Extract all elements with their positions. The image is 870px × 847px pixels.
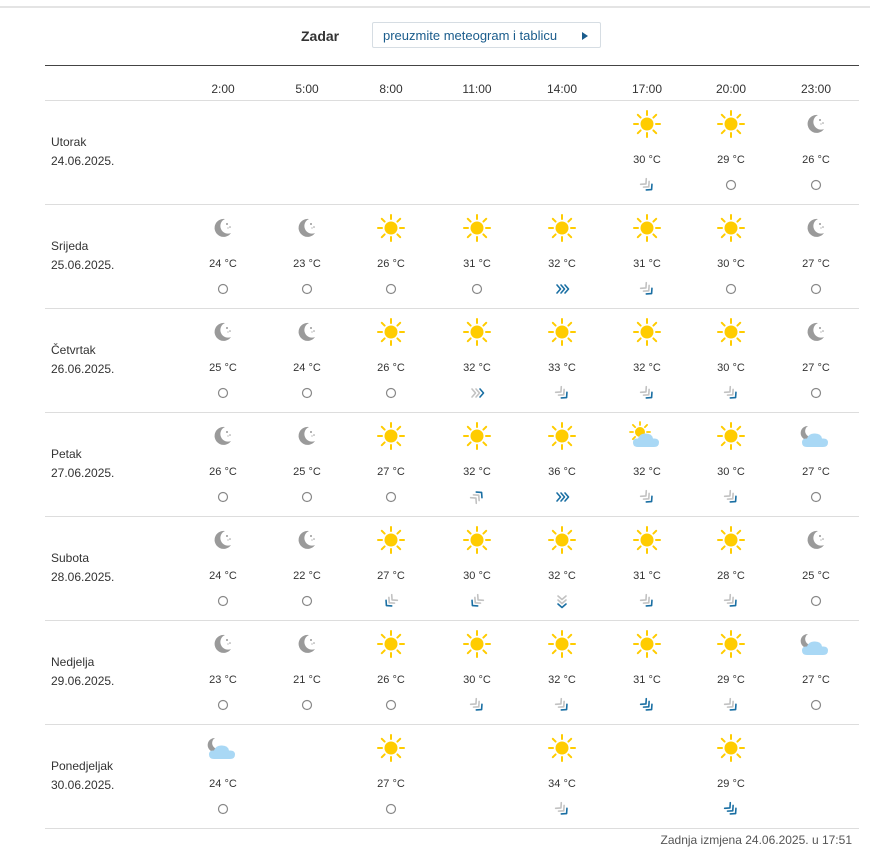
- forecast-cell: [527, 725, 597, 828]
- forecast-cell: [696, 101, 766, 204]
- wind-direction-icon: [722, 592, 740, 610]
- temperature: 29 °C: [717, 154, 745, 166]
- hour-header: 11:00: [462, 82, 492, 96]
- wind-direction-icon: [468, 592, 486, 610]
- temperature: 26 °C: [802, 154, 830, 166]
- wind-direction-icon: [638, 384, 656, 402]
- forecast-cell: [188, 413, 258, 516]
- forecast-cell: [696, 205, 766, 308]
- moon-icon: [208, 213, 238, 243]
- temperature: 30 °C: [717, 466, 745, 478]
- calm-wind-icon: [298, 696, 316, 714]
- forecast-cell: [696, 413, 766, 516]
- temperature: 27 °C: [802, 362, 830, 374]
- moon-icon: [801, 109, 831, 139]
- forecast-cell: [527, 309, 597, 412]
- forecast-cell: [442, 309, 512, 412]
- temperature: 25 °C: [209, 362, 237, 374]
- download-meteogram-button[interactable]: [372, 22, 601, 48]
- forecast-cell: [356, 413, 426, 516]
- forecast-cell: [612, 413, 682, 516]
- day-name: Nedjelja: [51, 655, 95, 669]
- forecast-cell: [272, 413, 342, 516]
- moon-icon: [292, 629, 322, 659]
- wind-direction-icon: [722, 384, 740, 402]
- moon-icon: [801, 525, 831, 555]
- temperature: 31 °C: [463, 258, 491, 270]
- temperature: 27 °C: [802, 258, 830, 270]
- forecast-cell: [781, 413, 851, 516]
- moon-icon: [208, 317, 238, 347]
- wind-direction-icon: [553, 696, 571, 714]
- forecast-cell: [188, 517, 258, 620]
- top-divider: [0, 6, 870, 8]
- city-name: Zadar: [301, 28, 340, 44]
- forecast-cell: [781, 309, 851, 412]
- day-label: [51, 757, 114, 795]
- hour-header: 5:00: [295, 82, 319, 96]
- sun-icon: [376, 525, 406, 555]
- wind-direction-icon: [722, 696, 740, 714]
- sun-icon: [376, 629, 406, 659]
- forecast-cell: [188, 309, 258, 412]
- calm-wind-icon: [807, 488, 825, 506]
- wind-direction-icon: [468, 488, 486, 506]
- forecast-cell: [272, 621, 342, 724]
- day-row: [45, 101, 859, 205]
- temperature: 28 °C: [717, 570, 745, 582]
- wind-direction-icon: [722, 488, 740, 506]
- wind-direction-icon: [468, 696, 486, 714]
- temperature: 26 °C: [377, 362, 405, 374]
- temperature: 27 °C: [377, 778, 405, 790]
- temperature: 31 °C: [633, 570, 661, 582]
- temperature: 36 °C: [548, 466, 576, 478]
- day-date: 27.06.2025.: [51, 466, 115, 480]
- forecast-cell: [612, 517, 682, 620]
- forecast-table: [45, 65, 859, 829]
- last-updated: Zadnja izmjena 24.06.2025. u 17:51: [660, 833, 852, 847]
- temperature: 31 °C: [633, 258, 661, 270]
- moon-icon: [208, 629, 238, 659]
- wind-direction-icon: [553, 280, 571, 298]
- sun-icon: [376, 733, 406, 763]
- temperature: 24 °C: [293, 362, 321, 374]
- temperature: 32 °C: [633, 466, 661, 478]
- sun-icon: [716, 317, 746, 347]
- temperature: 27 °C: [802, 466, 830, 478]
- wind-direction-icon: [638, 488, 656, 506]
- wind-direction-icon: [722, 800, 740, 818]
- sun-icon: [632, 525, 662, 555]
- play-arrow-icon: [582, 32, 588, 40]
- calm-wind-icon: [298, 488, 316, 506]
- temperature: 23 °C: [293, 258, 321, 270]
- day-label: [51, 237, 114, 275]
- day-row: [45, 413, 859, 517]
- hour-header: 17:00: [631, 82, 663, 96]
- temperature: 32 °C: [633, 362, 661, 374]
- temperature: 30 °C: [717, 362, 745, 374]
- wind-direction-icon: [638, 696, 656, 714]
- hour-header: 8:00: [379, 82, 403, 96]
- temperature: 27 °C: [377, 466, 405, 478]
- forecast-cell: [781, 621, 851, 724]
- day-row: [45, 309, 859, 413]
- calm-wind-icon: [722, 280, 740, 298]
- calm-wind-icon: [382, 488, 400, 506]
- forecast-header: [0, 22, 870, 50]
- forecast-cell: [188, 205, 258, 308]
- sun-icon: [376, 213, 406, 243]
- day-row: [45, 205, 859, 309]
- calm-wind-icon: [382, 800, 400, 818]
- sun-icon: [632, 317, 662, 347]
- sun-icon: [376, 421, 406, 451]
- moon-icon: [292, 421, 322, 451]
- sun-icon: [462, 213, 492, 243]
- moon-icon: [208, 525, 238, 555]
- day-date: 24.06.2025.: [51, 154, 115, 168]
- forecast-cell: [356, 621, 426, 724]
- forecast-cell: [272, 205, 342, 308]
- day-date: 30.06.2025.: [51, 778, 115, 792]
- calm-wind-icon: [382, 696, 400, 714]
- sun-icon: [716, 629, 746, 659]
- hour-header: 20:00: [715, 82, 747, 96]
- hour-header: 14:00: [546, 82, 578, 96]
- day-label: [51, 653, 114, 691]
- sun-icon: [547, 525, 577, 555]
- forecast-cell: [356, 309, 426, 412]
- temperature: 27 °C: [377, 570, 405, 582]
- moon-icon: [292, 317, 322, 347]
- temperature: 31 °C: [633, 674, 661, 686]
- calm-wind-icon: [214, 592, 232, 610]
- calm-wind-icon: [807, 176, 825, 194]
- sun-icon: [462, 629, 492, 659]
- forecast-cell: [612, 101, 682, 204]
- day-row: [45, 517, 859, 621]
- forecast-cell: [696, 309, 766, 412]
- day-name: Utorak: [51, 135, 87, 149]
- forecast-cell: [527, 413, 597, 516]
- sun-icon: [547, 629, 577, 659]
- calm-wind-icon: [807, 384, 825, 402]
- hours-header-row: [45, 65, 859, 101]
- temperature: 29 °C: [717, 674, 745, 686]
- day-name: Četvrtak: [51, 343, 96, 357]
- day-date: 25.06.2025.: [51, 258, 115, 272]
- calm-wind-icon: [382, 280, 400, 298]
- sun-icon: [462, 317, 492, 347]
- day-date: 29.06.2025.: [51, 674, 115, 688]
- calm-wind-icon: [807, 696, 825, 714]
- moon-icon: [292, 525, 322, 555]
- forecast-cell: [442, 413, 512, 516]
- temperature: 27 °C: [802, 674, 830, 686]
- hour-header: 2:00: [211, 82, 235, 96]
- forecast-body: [45, 101, 859, 829]
- forecast-cell: [612, 205, 682, 308]
- sun-icon: [547, 421, 577, 451]
- temperature: 32 °C: [548, 570, 576, 582]
- calm-wind-icon: [722, 176, 740, 194]
- sun-icon: [547, 317, 577, 347]
- day-date: 28.06.2025.: [51, 570, 115, 584]
- sun-icon: [716, 109, 746, 139]
- forecast-cell: [527, 621, 597, 724]
- sun-icon: [376, 317, 406, 347]
- temperature: 26 °C: [377, 258, 405, 270]
- sun-cloud-icon: [629, 421, 659, 451]
- temperature: 30 °C: [463, 570, 491, 582]
- forecast-cell: [527, 205, 597, 308]
- moon-cloud-icon: [798, 629, 828, 659]
- calm-wind-icon: [807, 280, 825, 298]
- forecast-cell: [696, 517, 766, 620]
- download-meteogram-label: preuzmite meteogram i tablicu: [383, 28, 558, 43]
- forecast-cell: [612, 309, 682, 412]
- sun-icon: [547, 213, 577, 243]
- day-name: Petak: [51, 447, 82, 461]
- temperature: 32 °C: [548, 258, 576, 270]
- temperature: 29 °C: [717, 778, 745, 790]
- moon-cloud-icon: [798, 421, 828, 451]
- calm-wind-icon: [298, 592, 316, 610]
- temperature: 24 °C: [209, 258, 237, 270]
- temperature: 26 °C: [377, 674, 405, 686]
- forecast-cell: [612, 621, 682, 724]
- wind-direction-icon: [468, 384, 486, 402]
- day-label: [51, 445, 114, 483]
- day-name: Subota: [51, 551, 90, 565]
- day-label: [51, 133, 114, 171]
- calm-wind-icon: [214, 488, 232, 506]
- temperature: 32 °C: [548, 674, 576, 686]
- calm-wind-icon: [214, 384, 232, 402]
- forecast-cell: [356, 205, 426, 308]
- sun-icon: [462, 421, 492, 451]
- wind-direction-icon: [382, 592, 400, 610]
- temperature: 30 °C: [633, 154, 661, 166]
- temperature: 24 °C: [209, 778, 237, 790]
- moon-icon: [801, 213, 831, 243]
- wind-direction-icon: [553, 488, 571, 506]
- forecast-cell: [356, 517, 426, 620]
- temperature: 22 °C: [293, 570, 321, 582]
- sun-icon: [632, 109, 662, 139]
- forecast-cell: [696, 621, 766, 724]
- temperature: 26 °C: [209, 466, 237, 478]
- wind-direction-icon: [638, 176, 656, 194]
- wind-direction-icon: [638, 280, 656, 298]
- temperature: 25 °C: [293, 466, 321, 478]
- forecast-cell: [188, 725, 258, 828]
- calm-wind-icon: [298, 384, 316, 402]
- calm-wind-icon: [214, 696, 232, 714]
- forecast-cell: [442, 517, 512, 620]
- calm-wind-icon: [382, 384, 400, 402]
- temperature: 30 °C: [717, 258, 745, 270]
- sun-icon: [632, 629, 662, 659]
- temperature: 34 °C: [548, 778, 576, 790]
- calm-wind-icon: [214, 280, 232, 298]
- temperature: 30 °C: [463, 674, 491, 686]
- sun-icon: [716, 525, 746, 555]
- day-label: [51, 549, 114, 587]
- calm-wind-icon: [298, 280, 316, 298]
- calm-wind-icon: [807, 592, 825, 610]
- day-name: Ponedjeljak: [51, 759, 114, 773]
- temperature: 33 °C: [548, 362, 576, 374]
- sun-icon: [462, 525, 492, 555]
- forecast-cell: [696, 725, 766, 828]
- forecast-cell: [781, 205, 851, 308]
- day-row: [45, 621, 859, 725]
- wind-direction-icon: [553, 592, 571, 610]
- sun-icon: [716, 213, 746, 243]
- forecast-cell: [781, 101, 851, 204]
- day-name: Srijeda: [51, 239, 89, 253]
- sun-icon: [632, 213, 662, 243]
- forecast-cell: [781, 517, 851, 620]
- hour-header: 23:00: [800, 82, 832, 96]
- day-date: 26.06.2025.: [51, 362, 115, 376]
- sun-icon: [716, 733, 746, 763]
- calm-wind-icon: [468, 280, 486, 298]
- temperature: 25 °C: [802, 570, 830, 582]
- temperature: 32 °C: [463, 466, 491, 478]
- moon-cloud-icon: [205, 733, 235, 763]
- calm-wind-icon: [214, 800, 232, 818]
- forecast-cell: [442, 205, 512, 308]
- forecast-cell: [442, 621, 512, 724]
- forecast-cell: [188, 621, 258, 724]
- temperature: 24 °C: [209, 570, 237, 582]
- wind-direction-icon: [553, 384, 571, 402]
- wind-direction-icon: [638, 592, 656, 610]
- temperature: 21 °C: [293, 674, 321, 686]
- moon-icon: [292, 213, 322, 243]
- forecast-cell: [527, 517, 597, 620]
- sun-icon: [547, 733, 577, 763]
- moon-icon: [801, 317, 831, 347]
- forecast-cell: [356, 725, 426, 828]
- forecast-cell: [272, 517, 342, 620]
- sun-icon: [716, 421, 746, 451]
- day-label: [51, 341, 114, 379]
- temperature: 32 °C: [463, 362, 491, 374]
- moon-icon: [208, 421, 238, 451]
- temperature: 23 °C: [209, 674, 237, 686]
- wind-direction-icon: [553, 800, 571, 818]
- day-row: [45, 725, 859, 829]
- forecast-cell: [272, 309, 342, 412]
